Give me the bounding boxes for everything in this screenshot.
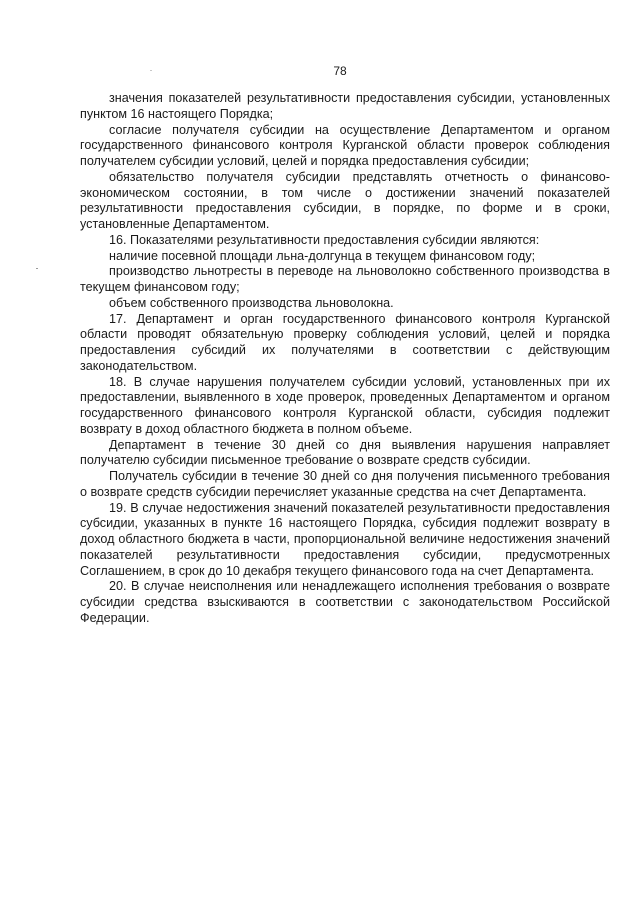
paragraph-flax-straw-production: производство льнотресты в переводе на льноволокно собственного производства в текущем финансовом году; (80, 264, 610, 294)
paragraph-flax-fiber-volume: объем собственного производства льноволокна. (109, 295, 394, 310)
paragraph-item-19: 19. В случае недостижения значений показателей результативности предоставления субсидии, указанных в пункте 16 настоящего Порядка, субсидия подлежит возврату в доход областного бюджета в части, пропорциональной величине недостижения значений показателей результативности предоставления субсидии, предусмотренных Соглашением, в срок до 10 декабря текущего финансового года на счет Департамента. (80, 500, 610, 578)
paragraph-results-values: значения показателей результативности предоставления субсидии, установленных пунктом 16 настоящего Порядка; (80, 91, 610, 121)
paragraph-consent-inspection: согласие получателя субсидии на осуществление Департаментом и органом государственного финансового контроля Курганской области проверок соблюдения получателем субсидии условий, целей и порядка предоставления субсидии; (80, 122, 610, 168)
paragraph-sown-area: наличие посевной площади льна-долгунца в текущем финансовом году; (109, 248, 536, 263)
paragraph-item-18: 18. В случае нарушения получателем субсидии условий, установленных при их предоставлении, выявленного в ходе проверок, проведенных Департаментом и органом государственного финансового контроля Курганской области, субсидия подлежит возврату в доход областного бюджета в полном объеме. (80, 374, 610, 436)
margin-mark (36, 268, 38, 269)
paragraph-item-17: 17. Департамент и орган государственного финансового контроля Курганской области проводят обязательную проверку соблюдения условий, целей и порядка предоставления субсидий их получателями в соответствии с действующим законодательством. (80, 311, 610, 373)
paragraph-item-20: 20. В случае неисполнения или ненадлежащего исполнения требования о возврате субсидии средства взыскиваются в соответствии с законодательством Российской Федерации. (80, 579, 610, 625)
paragraph-reporting-obligation: обязательство получателя субсидии представлять отчетность о финансово-экономическом состоянии, в том числе о достижении значений показателей результативности предоставления субсидии, в порядке, по форме и в сроки, установленные Департаментом. (80, 169, 610, 231)
paragraph-item-16: 16. Показателями результативности предоставления субсидии являются: (109, 232, 540, 247)
document-body (80, 91, 610, 627)
paragraph-refund-demand: Департамент в течение 30 дней со дня выявления нарушения направляет получателю субсидии письменное требование о возврате средств субсидии. (80, 437, 610, 468)
paragraph-refund-transfer: Получатель субсидии в течение 30 дней со дня получения письменного требования о возврате средств субсидии перечисляет указанные средства на счет Департамента. (80, 469, 610, 499)
page-number: 78 (333, 64, 347, 78)
